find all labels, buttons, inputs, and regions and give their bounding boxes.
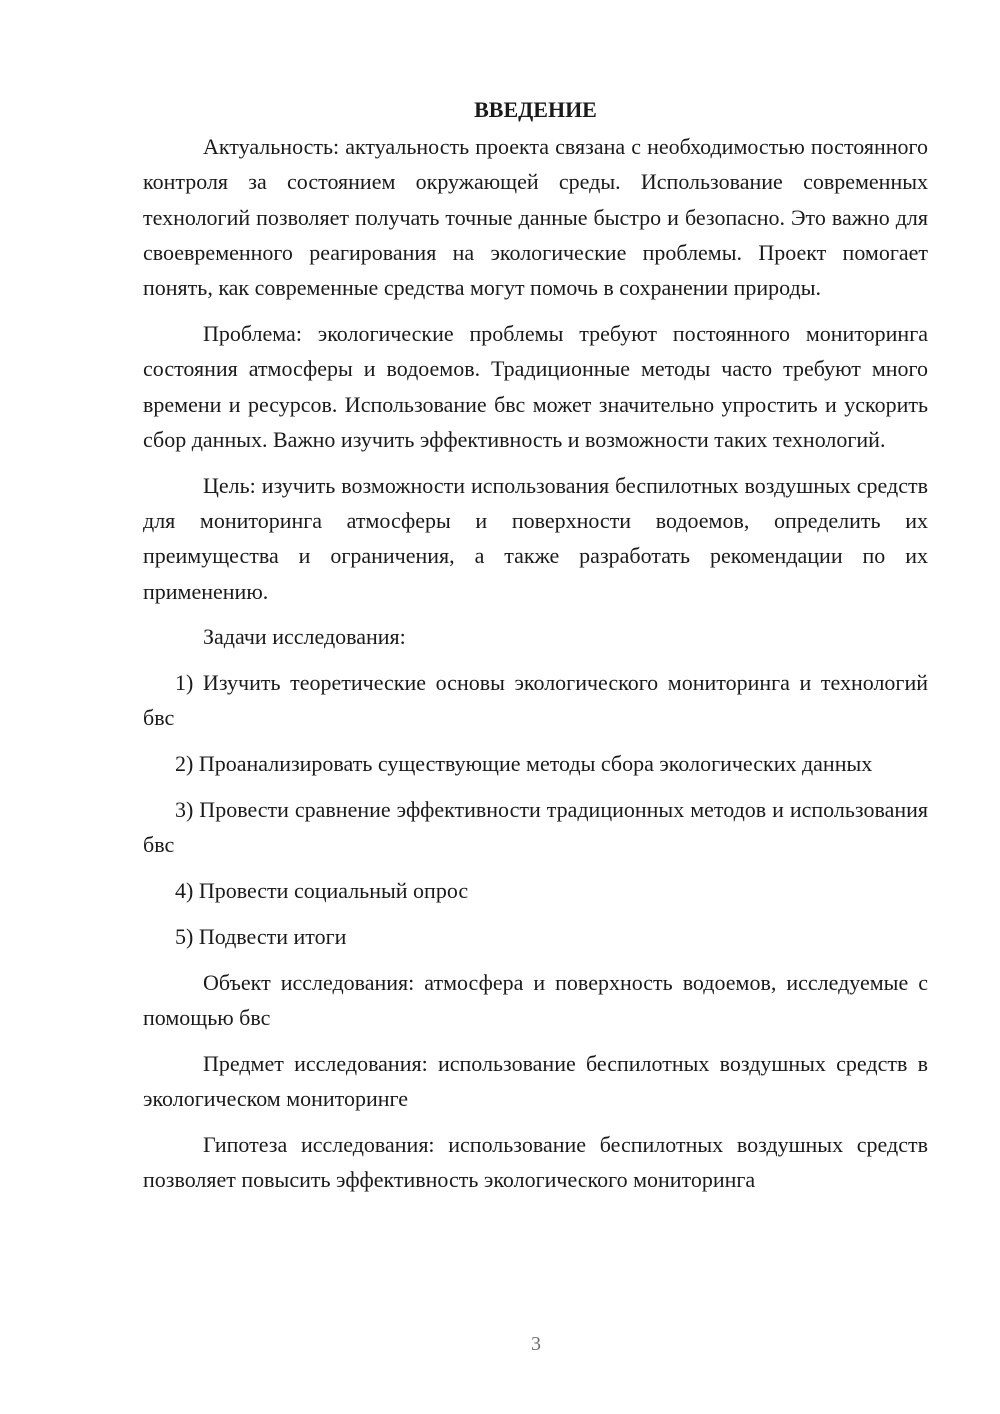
page-number: 3 [531,1333,541,1355]
task-item-4: 4) Провести социальный опрос [175,878,469,904]
paragraph-hypothesis: Гипотеза исследования: использование беспилотных воздушных средств позволяет повысить эффективность экологического мониторинга [143,1131,928,1193]
document-page [143,92,928,1208]
task-item-5: 5) Подвести итоги [175,923,347,949]
paragraph-goal: Цель: изучить возможности использования беспилотных воздушных средств для мониторинга атмосферы и поверхности водоемов, определить их преимущества и ограничения, а также разработать рекомендации по их применению. [143,472,928,604]
task-item-3: 3) Провести сравнение эффективности традиционных методов и использования бвс [143,797,928,858]
section-heading: ВВЕДЕНИЕ [474,97,597,122]
paragraph-subject: Предмет исследования: использование беспилотных воздушных средств в экологическом мониторинге [143,1050,928,1112]
paragraph-object: Объект исследования: атмосфера и поверхность водоемов, исследуемые с помощью бвс [143,969,928,1031]
task-item-1: 1) Изучить теоретические основы экологического мониторинга и технологий бвс [143,670,928,731]
task-item-2: 2) Проанализировать существующие методы сбора экологических данных [175,751,873,777]
tasks-title: Задачи исследования: [203,624,406,650]
paragraph-relevance: Актуальность: актуальность проекта связана с необходимостью постоянного контроля за состоянием окружающей среды. Использование современных технологий позволяет получать точные данные быстро и безопасно. Это важно для своевременного реагирования на экологические проблемы. Проект помогает понять, как современные средства могут помочь в сохранении природы. [143,134,928,301]
paragraph-problem: Проблема: экологические проблемы требуют постоянного мониторинга состояния атмосферы и водоемов. Традиционные методы часто требуют много времени и ресурсов. Использование бвс может значительно упростить и ускорить сбор данных. Важно изучить эффективность и возможности таких технологий. [143,320,928,452]
